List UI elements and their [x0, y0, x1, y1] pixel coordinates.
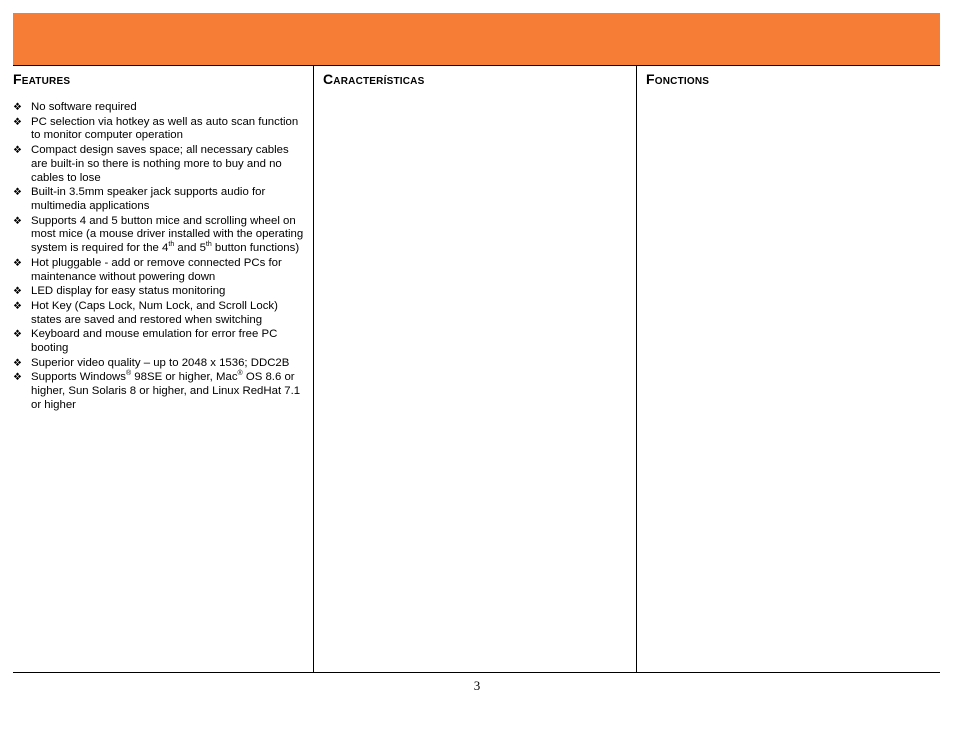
fonctions-heading: Fonctions — [646, 71, 710, 87]
diamond-bullet-icon: ❖ — [13, 102, 22, 113]
list-item: ❖ LED display for easy status monitoring — [13, 285, 226, 298]
column-divider-1 — [313, 65, 314, 672]
diamond-bullet-icon: ❖ — [13, 144, 22, 156]
diamond-bullet-icon: ❖ — [13, 329, 22, 341]
bottom-divider — [13, 672, 940, 673]
diamond-bullet-icon: ❖ — [13, 286, 22, 298]
list-item: ❖ Supports 4 and 5 button mice and scrolling wheel on most mice (a mouse driver installed with the operating system is required for the 4th and 5th button functions) — [13, 214, 304, 255]
column-divider-2 — [636, 65, 637, 672]
list-item: ❖ Superior video quality – up to 2048 x 1536; DDC2B — [13, 356, 290, 369]
diamond-bullet-icon: ❖ — [13, 116, 22, 128]
header-banner — [13, 13, 940, 65]
diamond-bullet-icon: ❖ — [13, 372, 22, 384]
list-item: ❖ Hot pluggable - add or remove connected PCs for maintenance without powering down — [13, 256, 282, 283]
diamond-bullet-icon: ❖ — [13, 187, 22, 199]
page-number: 3 — [473, 678, 481, 693]
caracteristicas-heading: Características — [323, 71, 425, 87]
list-item: ❖ Compact design saves space; all necessary cables are built-in so there is nothing more to buy and no cables to lose — [13, 143, 289, 184]
list-item: ❖ Hot Key (Caps Lock, Num Lock, and Scroll Lock) states are saved and restored when switching — [13, 299, 278, 326]
list-item: ❖ Keyboard and mouse emulation for error free PC booting — [13, 328, 278, 354]
list-item: ❖ No software required — [13, 101, 137, 113]
diamond-bullet-icon: ❖ — [13, 300, 22, 312]
list-item: ❖ Built-in 3.5mm speaker jack supports audio for multimedia applications — [13, 186, 266, 212]
diamond-bullet-icon: ❖ — [13, 257, 22, 269]
top-divider — [13, 65, 940, 66]
column-english — [13, 70, 305, 413]
features-heading: Features — [13, 71, 71, 87]
features-list — [13, 101, 305, 413]
diamond-bullet-icon: ❖ — [13, 215, 22, 227]
column-french — [646, 70, 936, 88]
column-spanish — [323, 70, 628, 88]
list-item: ❖ PC selection via hotkey as well as auto scan function to monitor computer operation — [13, 115, 299, 142]
list-item: ❖ Supports Windows® 98SE or higher, Mac® OS 8.6 or higher, Sun Solaris 8 or higher, and Linux RedHat 7.1 or higher — [13, 370, 301, 411]
diamond-bullet-icon: ❖ — [13, 357, 22, 369]
